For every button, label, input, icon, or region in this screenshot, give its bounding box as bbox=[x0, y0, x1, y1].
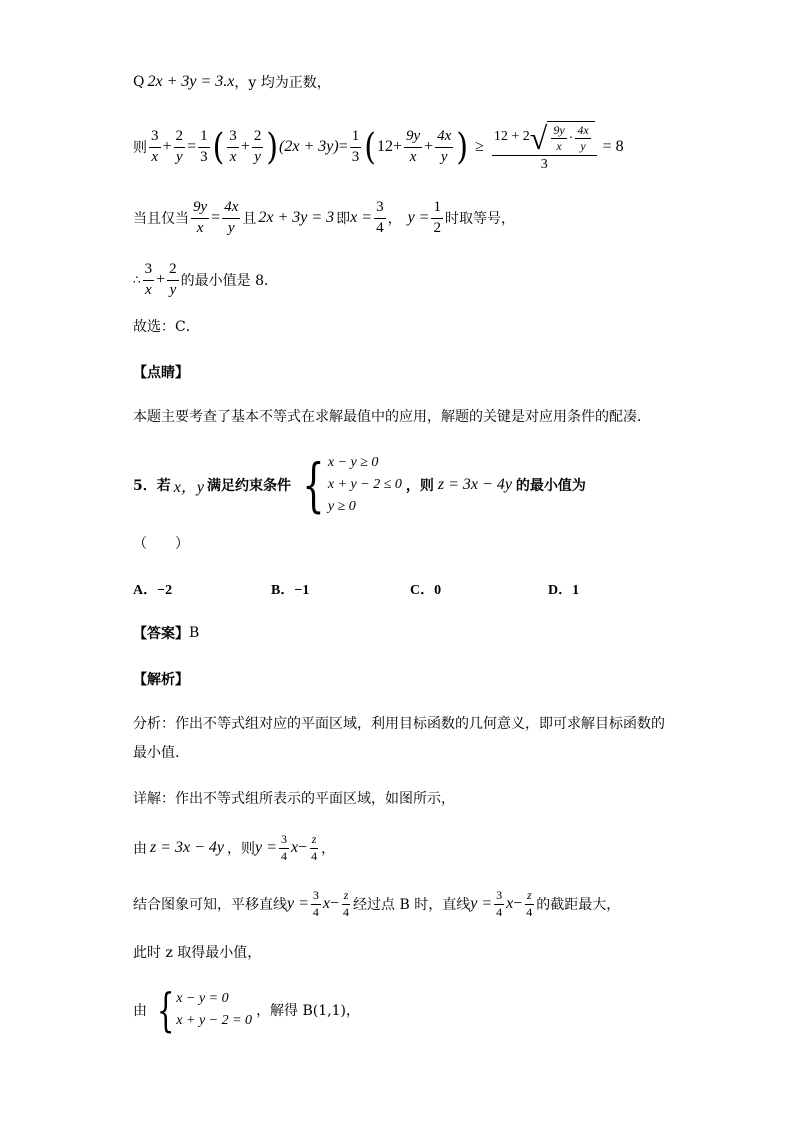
solve-eq-2: x + y − 2 = 0 bbox=[176, 1013, 253, 1028]
therefore-sign: ∴ bbox=[133, 273, 141, 287]
choice-a: A．−2 bbox=[133, 583, 173, 598]
choice-c: C．0 bbox=[410, 583, 442, 598]
answer-line bbox=[133, 623, 199, 643]
you-line: 由 z = 3x − 4y ，则 y = $\frac{3}{4}$ x − $\frac{z}{4}$ ， bbox=[133, 831, 336, 863]
frac-1-3: $\frac{1}{3}$ bbox=[200, 128, 208, 165]
equality-tail: 时取等号， bbox=[444, 211, 515, 227]
cishi-line: 此时 z 取得最小值， bbox=[133, 945, 262, 961]
you-label: 由 bbox=[133, 841, 147, 857]
choice-d: D．1 bbox=[548, 583, 580, 598]
frac-am-gm: 12 + 2 √ $\frac{9y}{x}$ · $\frac{4x}{y}$ 3 bbox=[492, 121, 597, 174]
jiexi-title: 【解析】 bbox=[133, 672, 189, 688]
constraint-3: y ≥ 0 bbox=[327, 499, 356, 514]
frac-2-y: $\frac{2}{y}$ bbox=[175, 128, 184, 165]
objective-eq: z = 3x − 4y bbox=[150, 839, 225, 856]
question-5-stem bbox=[133, 452, 586, 518]
answer-label: 【答案】 bbox=[133, 626, 189, 642]
you-comma: ， bbox=[321, 841, 336, 857]
ji-label: 即 bbox=[336, 211, 351, 227]
answer-value: B bbox=[189, 625, 200, 641]
jiehe-b: 经过点 B 时，直线 bbox=[353, 897, 471, 913]
constraint-system: { x − y ≥ 0 x + y − 2 ≤ 0 y ≥ 0 bbox=[302, 451, 402, 519]
solve-result: ，解得 B(1,1)， bbox=[256, 1003, 360, 1019]
q5-ask: 的最小值为 bbox=[515, 478, 586, 494]
dianjing-title: 【点睛】 bbox=[133, 365, 189, 381]
jiehe-a: 结合图象可知，平移直线 bbox=[133, 897, 287, 913]
qie-label: 且 bbox=[242, 211, 257, 227]
ze-label-2: ，则 bbox=[227, 841, 256, 857]
solve-you: 由 bbox=[133, 1003, 147, 1019]
frac-3-x: $\frac{3}{x}$ bbox=[151, 128, 159, 165]
q5-objective: z = 3x − 4y bbox=[437, 476, 512, 493]
q-symbol: Q bbox=[133, 74, 145, 90]
solve-eq-1: x − y = 0 bbox=[176, 991, 229, 1006]
q5-number: 5．若 bbox=[133, 478, 171, 494]
constraint-eq: 2x + 3y = 3 bbox=[258, 209, 335, 226]
ze-label: 则 bbox=[133, 140, 147, 156]
fenxi-line-2: 最小值. bbox=[133, 745, 180, 761]
constraint-2: x + y − 2 ≤ 0 bbox=[327, 477, 402, 492]
solve-system: { x − y = 0 x + y − 2 = 0 bbox=[156, 983, 253, 1037]
jiehe-c: 的截距最大， bbox=[536, 897, 621, 913]
given-equation: 2x + 3y = 3.x bbox=[147, 73, 235, 90]
jiehe-line: 结合图象可知，平移直线 y = $\frac{3}{4}$ x − $\frac{z}{4}$ 经过点 B 时，直线 y = $\frac{3}{4}$ x − $\frac{z}{4}$ 的截距最大， bbox=[133, 887, 621, 919]
geq-sign: ≥ bbox=[475, 138, 484, 155]
q5-variables: x，y bbox=[173, 478, 204, 496]
given-tail: ，y 均为正数， bbox=[234, 75, 331, 91]
solve-line bbox=[133, 984, 360, 1036]
line-inequality: 则 $\frac{3}{x}$ + $\frac{2}{y}$ = $\frac{1}{3}$ ( $\frac{3}{x}$ + $\frac{2}{y}$ ) (2x + 3y) = $\frac{1}{3}$ ( 12+ $\frac{9y}{x}$ + $\frac{4x}{y}$ ) ≥ 12 + 2 √ $\frac{9y}{x}$ · $\frac{4x}{y}$ 3 = 8 bbox=[133, 120, 624, 173]
line-equality-condition: 当且仅当 $\frac{9y}{x}$ = $\frac{4x}{y}$ 且 2x + 3y = 3 即 x = $\frac{3}{4}$ ， y = $\frac{1}{2}$ 时取等号， bbox=[133, 199, 515, 236]
line-choose: 故选：C． bbox=[133, 319, 200, 335]
equals-eight: = 8 bbox=[602, 138, 624, 155]
q5-condition-label: 满足约束条件 bbox=[206, 478, 291, 494]
y-equals: y = bbox=[255, 839, 277, 856]
fenxi-line-1: 分析：作出不等式组对应的平面区域，利用目标函数的几何意义，即可求解目标函数的 bbox=[133, 716, 665, 732]
constraint-1: x − y ≥ 0 bbox=[327, 455, 379, 470]
min-value-text: 的最小值是 8． bbox=[180, 273, 279, 289]
answer-paren: （ ） bbox=[133, 536, 189, 552]
dianjing-text: 本题主要考查了基本不等式在求解最值中的应用，解题的关键是对应用条件的配凑． bbox=[133, 409, 651, 425]
xiangjie-line: 详解：作出不等式组所表示的平面区域，如图所示， bbox=[133, 791, 455, 807]
choice-b: B．−1 bbox=[271, 583, 310, 598]
q5-ze: ，则 bbox=[405, 478, 434, 494]
dangqie-label: 当且仅当 bbox=[133, 211, 189, 227]
line-given bbox=[133, 72, 331, 92]
line-min-value: ∴ $\frac{3}{x}$ + $\frac{2}{y}$ 的最小值是 8． bbox=[133, 261, 279, 298]
